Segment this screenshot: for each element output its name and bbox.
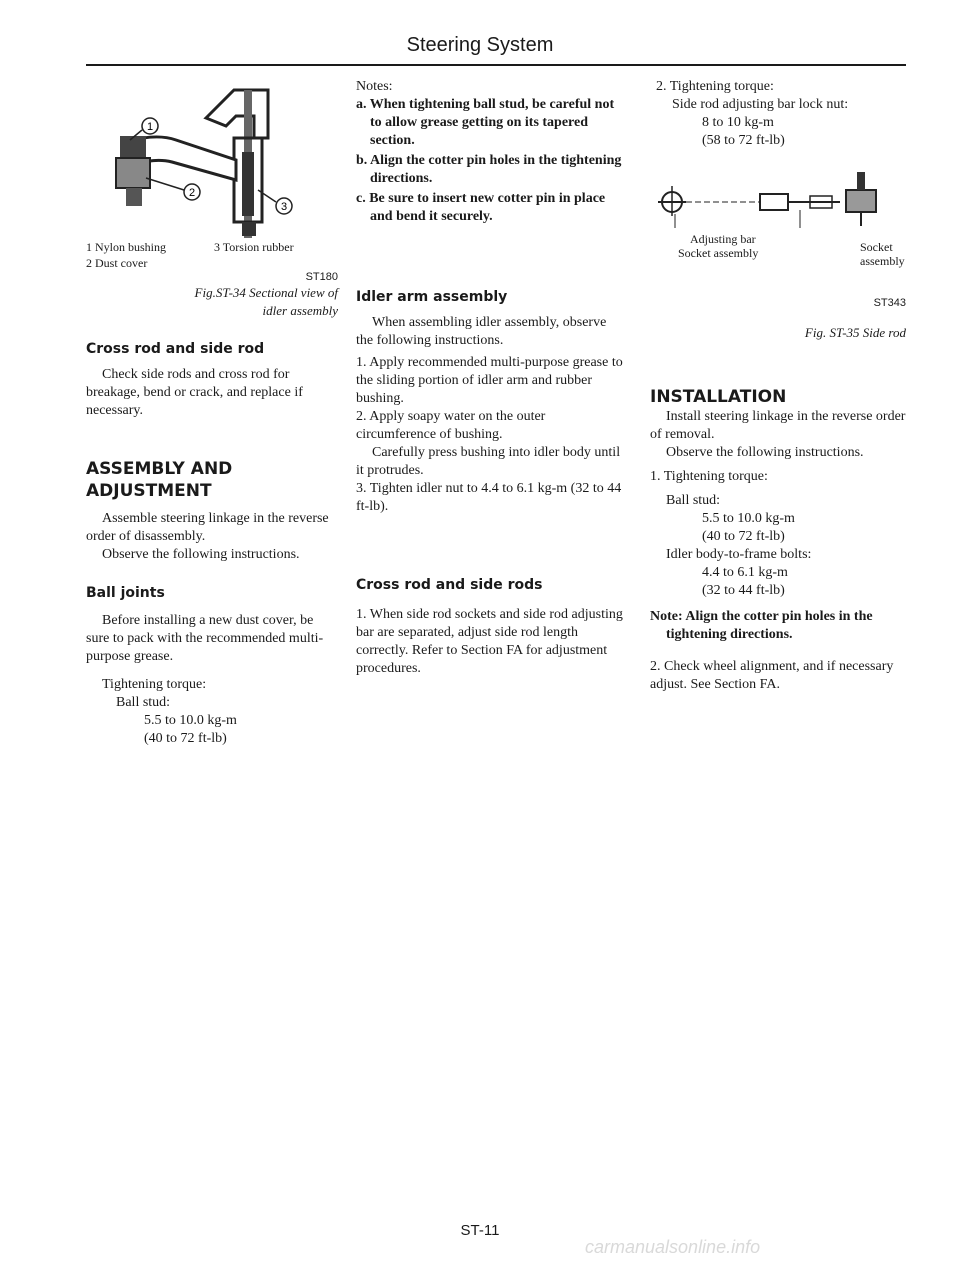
column-middle	[356, 78, 624, 678]
install-ball-value-1: 5.5 to 10.0 kg-m	[702, 511, 795, 526]
torque-label: Tightening torque:	[102, 677, 207, 692]
lock-value-2: (58 to 72 ft-lb)	[702, 133, 785, 148]
note-a: a. When tightening ball stud, be careful not to allow grease getting on its tapered section.	[356, 97, 615, 148]
assembly-text-2: Observe the following instructions.	[102, 547, 300, 562]
ball-joints-text: Before installing a new dust cover, be sure to pack with the recommended multi-purpose grease.	[86, 613, 324, 664]
label-adjusting-bar: Adjusting bar	[690, 232, 756, 246]
heading-cross-rods: Cross rod and side rods	[356, 577, 543, 593]
install-idler-value-2: (32 to 44 ft-lb)	[702, 583, 785, 598]
figure-caption-line1: Fig.ST-34 Sectional view of	[194, 285, 338, 300]
column-left	[86, 78, 338, 748]
figure-caption-line2: idler assembly	[262, 303, 338, 318]
install-text: Install steering linkage in the reverse order of removal.	[650, 409, 906, 442]
cross-rod-text: Check side rods and cross rod for breakage, bend or crack, and replace if necessary.	[86, 367, 303, 418]
page-header-title: Steering System	[406, 34, 554, 56]
heading-assembly-2: ADJUSTMENT	[86, 481, 212, 501]
torque-value-1: 5.5 to 10.0 kg-m	[144, 713, 237, 728]
figure-legend	[86, 238, 338, 284]
item-2-label: 2. Tightening torque:	[656, 79, 774, 94]
assembly-text-1: Assemble steering linkage in the reverse order of disassembly.	[86, 511, 329, 544]
label-socket-right-1: Socket	[860, 240, 893, 254]
ball-stud-label: Ball stud:	[116, 695, 171, 710]
install-idler-value-1: 4.4 to 6.1 kg-m	[702, 565, 788, 580]
install-idler-label: Idler body-to-frame bolts:	[666, 547, 812, 562]
legend-item-1: 1 Nylon bushing	[86, 240, 167, 254]
header-rule	[86, 64, 906, 66]
callout-1: 1	[146, 121, 154, 133]
install-note: Note: Align the cotter pin holes in the tightening directions.	[650, 609, 873, 642]
idler-assembly-diagram	[86, 78, 338, 238]
heading-installation: INSTALLATION	[650, 387, 787, 407]
figure-code-st343: ST343	[873, 297, 906, 309]
figure-st35	[650, 168, 906, 288]
install-observe: Observe the following instructions.	[666, 445, 864, 460]
figure-st34	[86, 78, 338, 238]
side-rod-diagram	[650, 168, 906, 228]
install-ball-stud-label: Ball stud:	[666, 493, 721, 508]
install-item-2: 2. Check wheel alignment, and if necessary adjust. See Section FA.	[650, 659, 894, 692]
column-right	[650, 78, 906, 694]
legend-item-3: 3 Torsion rubber	[214, 240, 294, 254]
heading-assembly-1: ASSEMBLY AND	[86, 459, 233, 479]
note-c: c. Be sure to insert new cotter pin in place and bend it securely.	[356, 191, 606, 224]
install-item-1: 1. Tightening torque:	[650, 469, 768, 484]
idler-text: When assembling idler assembly, observe the following instructions.	[356, 315, 607, 348]
callout-3: 3	[280, 201, 288, 213]
callout-2: 2	[188, 187, 196, 199]
note-b: b. Align the cotter pin holes in the tightening directions.	[356, 153, 622, 186]
torque-value-2: (40 to 72 ft-lb)	[144, 731, 227, 746]
legend-item-2: 2 Dust cover	[86, 256, 148, 270]
figure-caption-side-rod: Fig. ST-35 Side rod	[804, 325, 906, 340]
idler-step-2b: Carefully press bushing into idler body until it protrudes.	[356, 445, 621, 478]
idler-step-3: 3. Tighten idler nut to 4.4 to 6.1 kg-m (32 to 44 ft-lb).	[356, 481, 622, 514]
figure-code: ST180	[305, 271, 338, 283]
lock-value-1: 8 to 10 kg-m	[702, 115, 774, 130]
lock-nut-label: Side rod adjusting bar lock nut:	[672, 97, 849, 112]
heading-idler-arm: Idler arm assembly	[356, 289, 508, 305]
label-socket-left: Socket assembly	[678, 246, 759, 260]
idler-step-1: 1. Apply recommended multi-purpose grease to the sliding portion of idler arm and rubber bushing.	[356, 355, 623, 406]
heading-ball-joints: Ball joints	[86, 585, 165, 601]
install-ball-value-2: (40 to 72 ft-lb)	[702, 529, 785, 544]
heading-cross-rod: Cross rod and side rod	[86, 341, 265, 357]
notes-label: Notes:	[356, 79, 393, 94]
cross-rods-text: 1. When side rod sockets and side rod adjusting bar are separated, adjust side rod length correctly. Refer to Section FA for adjustment procedures.	[356, 607, 623, 676]
page-number: ST-11	[460, 1222, 500, 1239]
idler-step-2: 2. Apply soapy water on the outer circumference of bushing.	[356, 409, 546, 442]
label-socket-right-2: assembly	[860, 254, 905, 268]
watermark: carmanualsonline.info	[585, 1237, 761, 1257]
